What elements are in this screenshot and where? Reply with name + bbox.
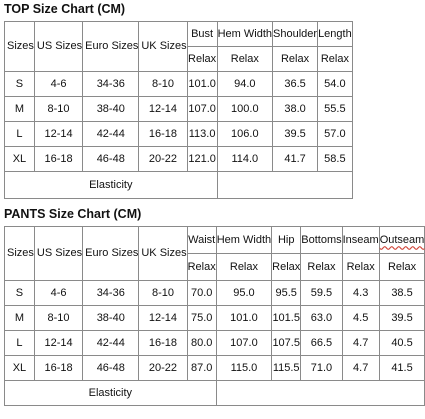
pants-header-waist: Waist [187,227,216,254]
table-cell: 71.0 [301,356,342,381]
elasticity-row [5,172,353,199]
pants-header-outseam: Outseam [379,227,425,254]
table-cell: S [5,281,35,306]
table-cell: 101.0 [187,72,217,97]
top-header-us-sizes: US Sizes [34,22,82,72]
pants-relax-label: Relax [301,254,342,281]
pants-relax-label: Relax [187,254,216,281]
table-cell: 4.7 [342,356,379,381]
table-cell: 16-18 [34,147,82,172]
table-row [5,122,353,147]
pants-relax-label: Relax [216,254,271,281]
table-cell: 34-36 [83,72,139,97]
pants-header-uk-sizes: UK Sizes [139,227,187,281]
table-cell: 95.5 [272,281,301,306]
table-cell: 8-10 [139,72,187,97]
table-cell: S [5,72,35,97]
table-cell: 101.5 [272,306,301,331]
table-cell: 12-14 [139,306,187,331]
table-row [5,306,425,331]
table-cell: 20-22 [139,356,187,381]
table-row [5,147,353,172]
top-header-hem-width: Hem Width [217,22,272,47]
pants-header-sizes: Sizes [5,227,35,281]
table-cell: 12-14 [34,122,82,147]
table-row [5,97,353,122]
table-cell: 8-10 [34,97,82,122]
table-cell: 46-48 [83,147,139,172]
table-cell: 66.5 [301,331,342,356]
table-cell: 55.5 [318,97,353,122]
table-cell: 58.5 [318,147,353,172]
pants-relax-label: Relax [379,254,425,281]
table-cell: 16-18 [139,122,187,147]
table-cell: 16-18 [34,356,82,381]
table-cell: 113.0 [187,122,217,147]
table-cell: L [5,122,35,147]
table-cell: 106.0 [217,122,272,147]
table-cell: 4.5 [342,306,379,331]
table-cell: 4-6 [34,72,82,97]
table-cell: 121.0 [187,147,217,172]
top-size-chart-title: TOP Size Chart (CM) [4,2,126,16]
top-relax-label: Relax [318,47,353,72]
table-cell: 54.0 [318,72,353,97]
elasticity-row [5,381,425,406]
table-cell: 75.0 [187,306,216,331]
table-cell: 36.5 [273,72,318,97]
pants-elasticity-label: Elasticity [5,381,217,406]
table-cell: XL [5,147,35,172]
pants-header-us-sizes: US Sizes [34,227,82,281]
table-row [5,356,425,381]
table-cell: XL [5,356,35,381]
table-cell: 59.5 [301,281,342,306]
table-cell: 63.0 [301,306,342,331]
top-header-shoulder: Shoulder [273,22,318,47]
table-cell: 4.7 [342,331,379,356]
pants-header-bottoms: Bottoms [301,227,342,254]
table-cell: 34-36 [83,281,139,306]
table-cell: 12-14 [139,97,187,122]
table-cell: 42-44 [83,331,139,356]
top-header-euro-sizes: Euro Sizes [83,22,139,72]
pants-header-hem-width: Hem Width [216,227,271,254]
table-row [5,331,425,356]
table-cell: 8-10 [34,306,82,331]
top-header-sizes: Sizes [5,22,35,72]
top-relax-label: Relax [217,47,272,72]
top-relax-label: Relax [187,47,217,72]
table-cell: 107.0 [187,97,217,122]
top-relax-label: Relax [273,47,318,72]
table-cell: 4.3 [342,281,379,306]
table-cell: 12-14 [34,331,82,356]
table-cell: 41.5 [379,356,425,381]
table-cell: 80.0 [187,331,216,356]
table-cell: 115.5 [272,356,301,381]
table-cell: L [5,331,35,356]
pants-header-hip: Hip [272,227,301,254]
table-cell: 87.0 [187,356,216,381]
table-cell: 38.0 [273,97,318,122]
table-cell: 46-48 [83,356,139,381]
table-cell: 39.5 [379,306,425,331]
top-elasticity-value [217,172,352,199]
pants-header-euro-sizes: Euro Sizes [83,227,139,281]
table-cell: M [5,97,35,122]
table-cell: M [5,306,35,331]
top-elasticity-label: Elasticity [5,172,218,199]
table-cell: 16-18 [139,331,187,356]
top-header-length: Length [318,22,353,47]
table-cell: 41.7 [273,147,318,172]
table-cell: 107.5 [272,331,301,356]
table-cell: 39.5 [273,122,318,147]
table-cell: 101.0 [216,306,271,331]
table-cell: 107.0 [216,331,271,356]
table-cell: 4-6 [34,281,82,306]
table-cell: 114.0 [217,147,272,172]
pants-size-table [4,226,425,406]
top-header-uk-sizes: UK Sizes [139,22,187,72]
table-cell: 40.5 [379,331,425,356]
table-cell: 100.0 [217,97,272,122]
table-row [5,281,425,306]
table-cell: 94.0 [217,72,272,97]
table-cell: 38-40 [83,306,139,331]
table-row [5,72,353,97]
top-size-table [4,21,353,199]
pants-relax-label: Relax [272,254,301,281]
pants-header-inseam: Inseam [342,227,379,254]
pants-elasticity-value [216,381,425,406]
table-cell: 57.0 [318,122,353,147]
table-cell: 20-22 [139,147,187,172]
table-cell: 115.0 [216,356,271,381]
top-header-bust: Bust [187,22,217,47]
pants-relax-label: Relax [342,254,379,281]
table-cell: 38.5 [379,281,425,306]
table-cell: 38-40 [83,97,139,122]
table-cell: 8-10 [139,281,187,306]
table-cell: 42-44 [83,122,139,147]
table-cell: 95.0 [216,281,271,306]
table-cell: 70.0 [187,281,216,306]
pants-size-chart-title: PANTS Size Chart (CM) [4,207,142,221]
